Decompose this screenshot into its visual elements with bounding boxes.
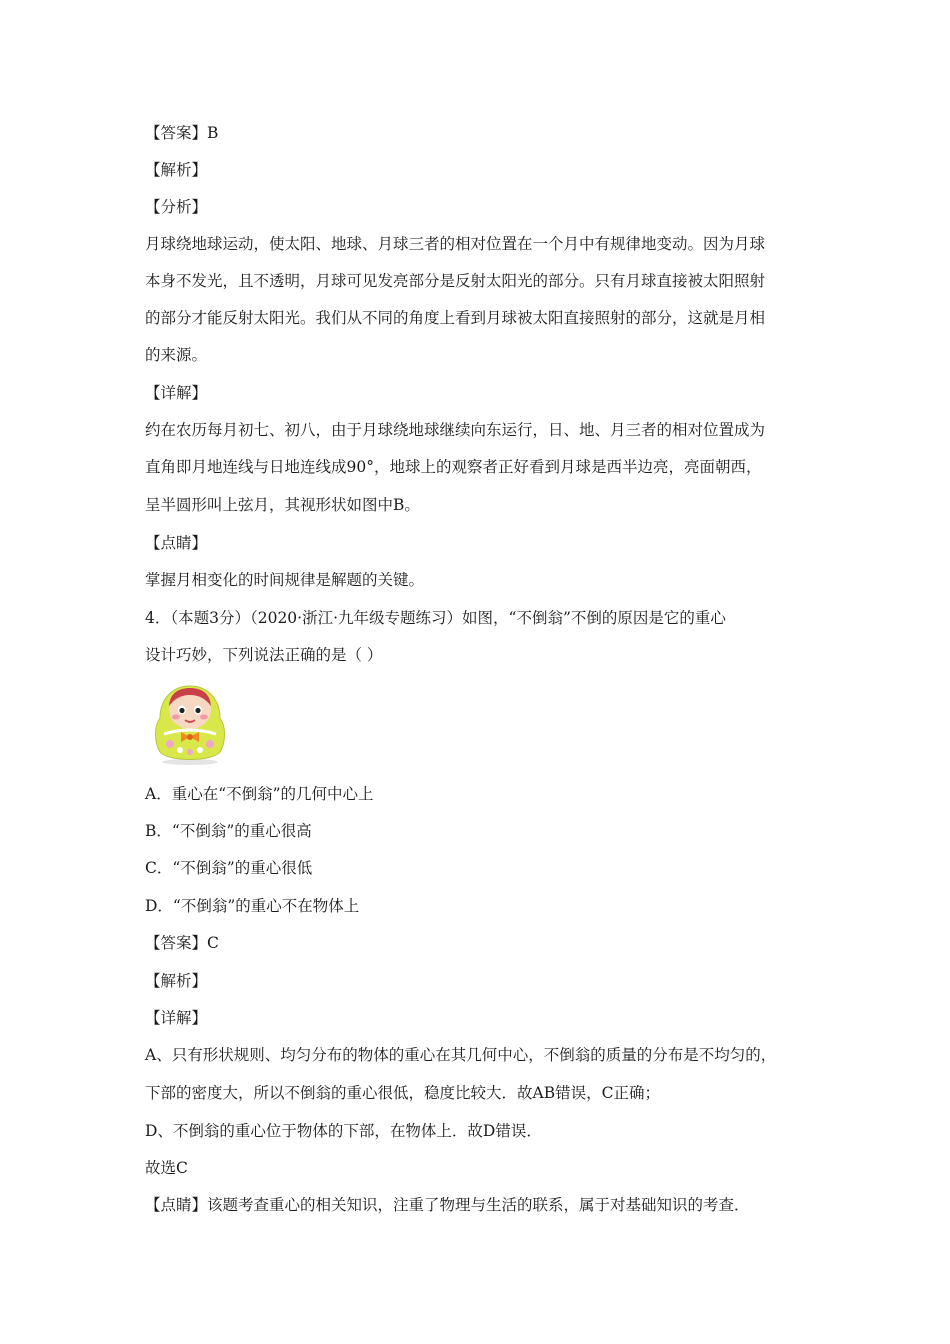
question-4-line-2: 设计巧妙，下列说法正确的是（ ） (145, 646, 383, 664)
analysis-label-q3: 【解析】 (145, 161, 208, 179)
option-b: B．“不倒翁”的重心很高 (145, 822, 312, 840)
answer-label-q4: 【答案】C (145, 934, 219, 952)
fenxi-text-line-3: 的部分才能反射太阳光。我们从不同的角度上看到月球被太阳直接照射的部分，这就是月相 (145, 309, 766, 327)
comment-label-q3: 【点睛】 (145, 534, 208, 552)
detail-text-line-3: 呈半圆形叫上弦月，其视形状如图中B。 (145, 496, 420, 514)
detail-text-line-1: 约在农历每月初七、初八，由于月球绕地球继续向东运行，日、地、月三者的相对位置成为 (145, 421, 766, 439)
question-4-line-1: 4．（本题3分）（2020·浙江·九年级专题练习）如图，“不倒翁”不倒的原因是它的重心 (145, 609, 726, 627)
detail-q4-line-1: A、只有形状规则、均匀分布的物体的重心在其几何中心，不倒翁的质量的分布是不均匀的， (145, 1046, 777, 1064)
detail-q4-line-2: 下部的密度大，所以不倒翁的重心很低，稳度比较大．故AB错误，C正确； (145, 1084, 660, 1102)
detail-label-q3: 【详解】 (145, 384, 208, 402)
detail-label-q4: 【详解】 (145, 1009, 208, 1027)
fenxi-text-line-1: 月球绕地球运动，使太阳、地球、月球三者的相对位置在一个月中有规律地变动。因为月球 (145, 235, 766, 253)
detail-q4-conclusion: 故选C (145, 1159, 188, 1177)
detail-q4-line-3: D、不倒翁的重心位于物体的下部，在物体上．故D错误． (145, 1122, 542, 1140)
comment-text-q3: 掌握月相变化的时间规律是解题的关键。 (145, 571, 425, 589)
option-c: C．“不倒翁”的重心很低 (145, 859, 313, 877)
fenxi-text-line-2: 本身不发光，且不透明，月球可见发亮部分是反射太阳光的部分。只有月球直接被太阳照射 (145, 272, 766, 290)
option-d: D．“不倒翁”的重心不在物体上 (145, 897, 360, 915)
answer-label-q3: 【答案】B (145, 124, 219, 142)
option-a: A．重心在“不倒翁”的几何中心上 (145, 785, 374, 803)
detail-text-line-2: 直角即月地连线与日地连线成90°，地球上的观察者正好看到月球是西半边亮，亮面朝西， (145, 458, 762, 476)
fenxi-label-q3: 【分析】 (145, 198, 208, 216)
comment-q4: 【点睛】该题考查重心的相关知识，注重了物理与生活的联系，属于对基础知识的考查． (145, 1196, 750, 1214)
fenxi-text-line-4: 的来源。 (145, 346, 208, 364)
tumbler-toy-image (150, 682, 230, 766)
analysis-label-q4: 【解析】 (145, 972, 208, 990)
